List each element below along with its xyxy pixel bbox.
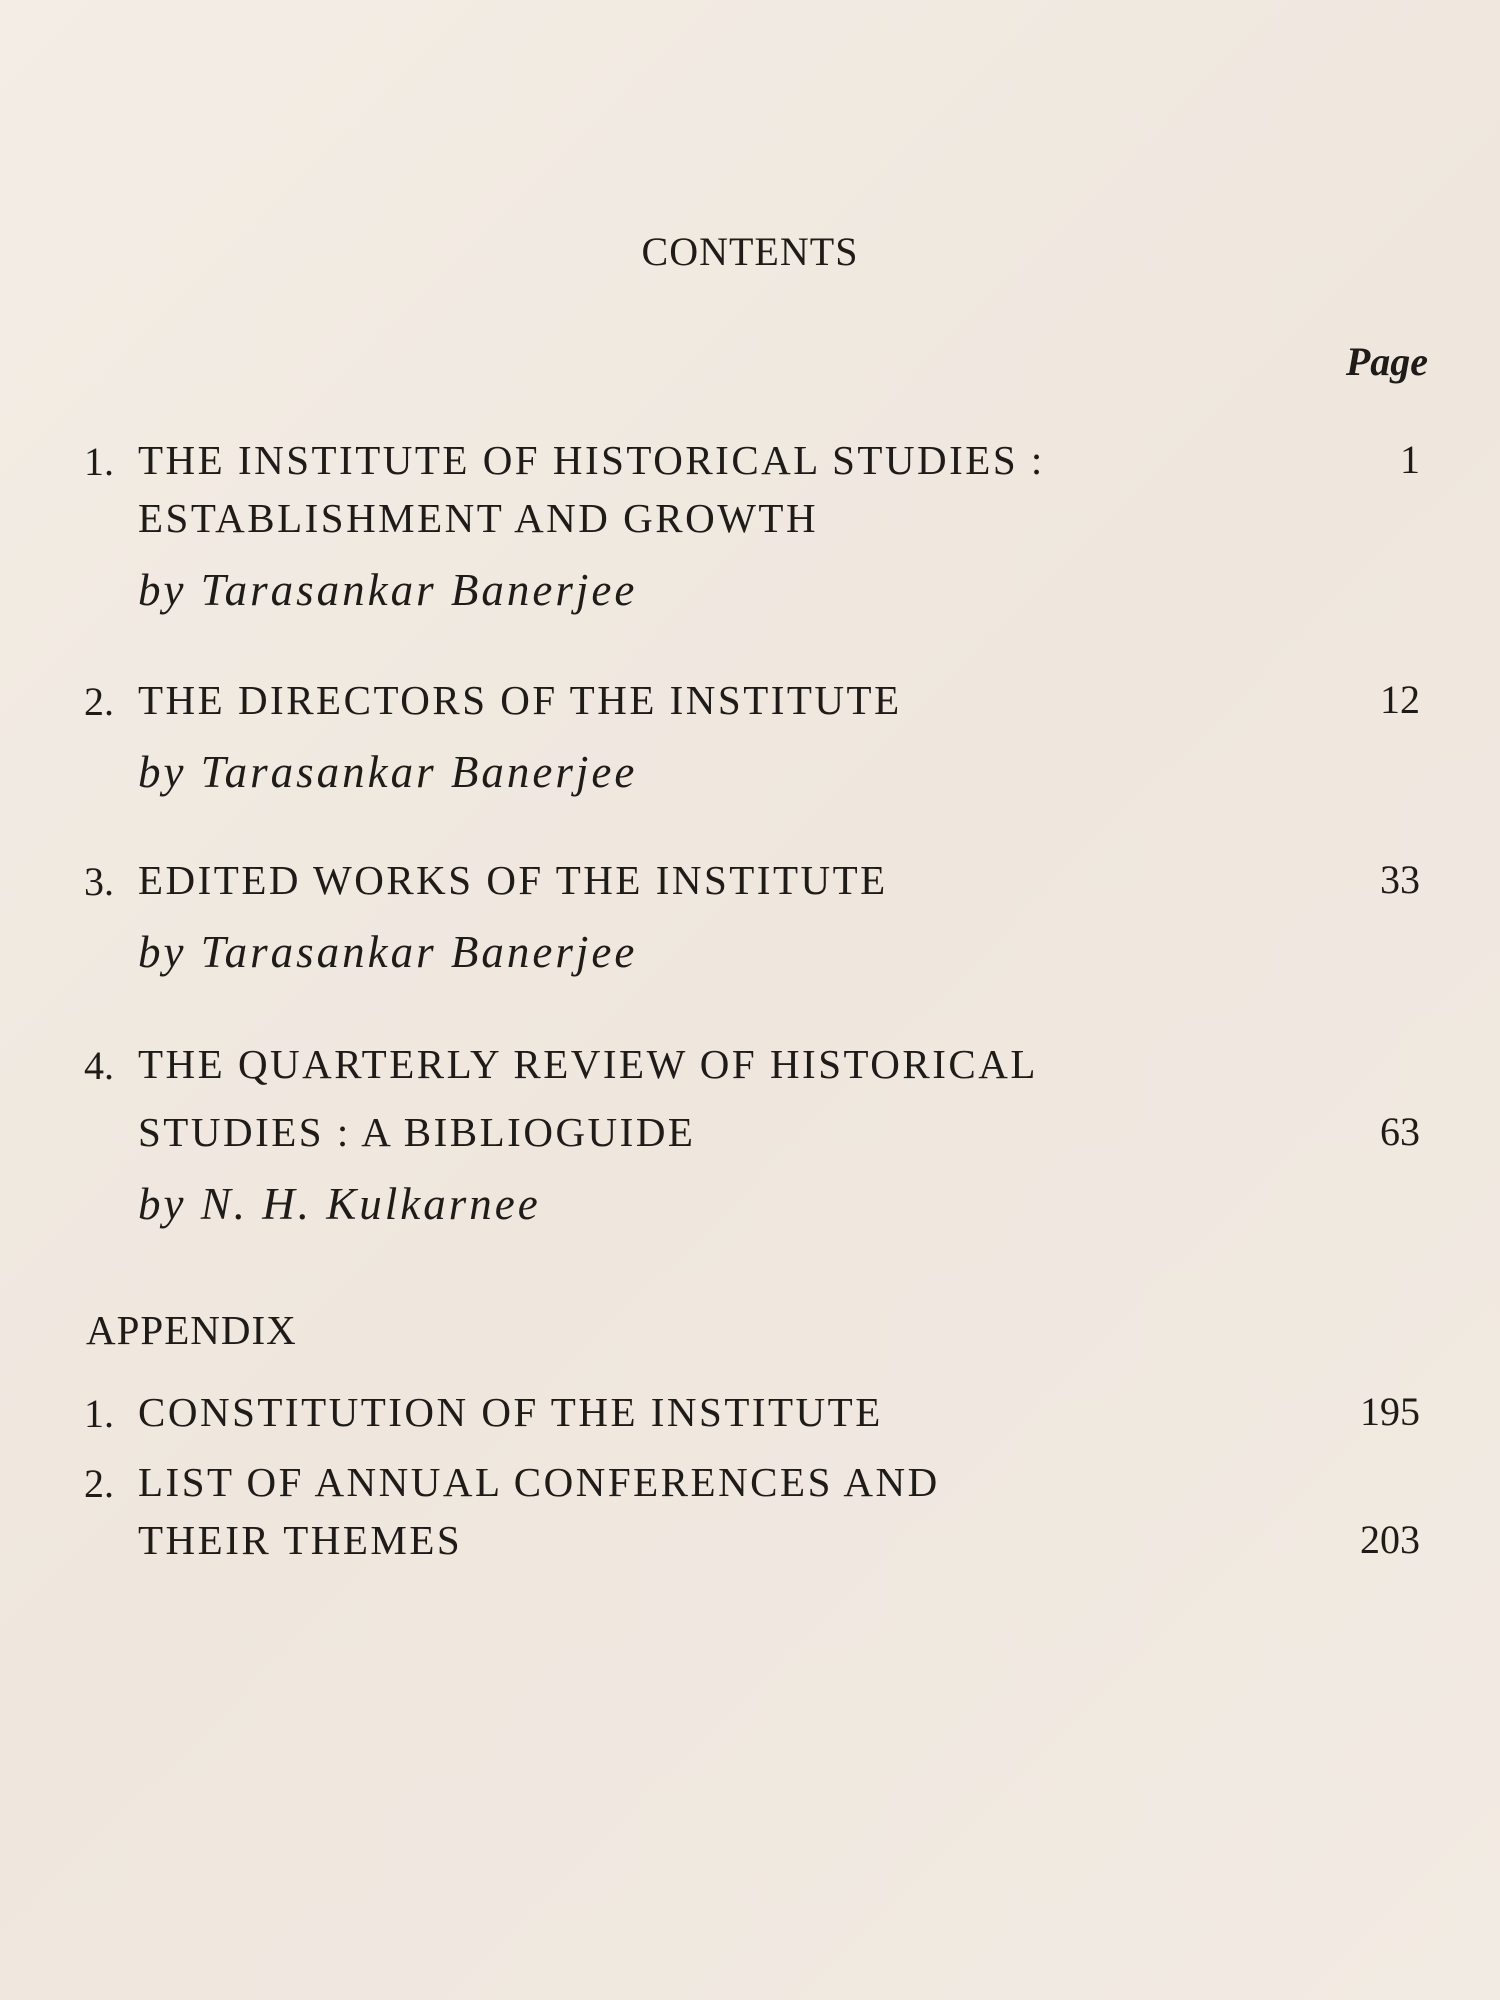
entry-page-number: 33 <box>1380 857 1420 902</box>
entry-number: 1. <box>84 1391 114 1436</box>
entry-title-line: LIST OF ANNUAL CONFERENCES AND <box>138 1459 940 1505</box>
entry-title-line: STUDIES : A BIBLIOGUIDE <box>138 1109 696 1155</box>
entry-number: 2. <box>84 679 114 724</box>
entry-title-line: EDITED WORKS OF THE INSTITUTE <box>138 857 888 903</box>
entry-title-line: CONSTITUTION OF THE INSTITUTE <box>138 1389 883 1435</box>
entry-number: 2. <box>84 1461 114 1506</box>
page-column-label: Page <box>1345 339 1428 384</box>
entry-page-number: 203 <box>1360 1517 1420 1562</box>
entry-author: by Tarasankar Banerjee <box>138 927 638 977</box>
entry-author: by N. H. Kulkarnee <box>138 1179 541 1229</box>
entry-page-number: 12 <box>1380 677 1420 722</box>
entry-author: by Tarasankar Banerjee <box>138 747 638 797</box>
entry-title-line: ESTABLISHMENT AND GROWTH <box>138 495 819 541</box>
entry-title-line: THEIR THEMES <box>138 1517 463 1563</box>
entry-page-number: 195 <box>1360 1389 1420 1434</box>
entry-number: 4. <box>84 1043 114 1088</box>
entry-number: 3. <box>84 859 114 904</box>
entry-author: by Tarasankar Banerjee <box>138 565 638 615</box>
entry-number: 1. <box>84 439 114 484</box>
entry-title-line: THE INSTITUTE OF HISTORICAL STUDIES : <box>138 437 1045 483</box>
entry-title-line: THE DIRECTORS OF THE INSTITUTE <box>138 677 902 723</box>
entry-page-number: 1 <box>1400 437 1420 482</box>
entry-title-line: THE QUARTERLY REVIEW OF HISTORICAL <box>138 1041 1038 1087</box>
entry-page-number: 63 <box>1380 1109 1420 1154</box>
appendix-heading: APPENDIX <box>86 1307 297 1353</box>
contents-title: CONTENTS <box>641 229 859 274</box>
